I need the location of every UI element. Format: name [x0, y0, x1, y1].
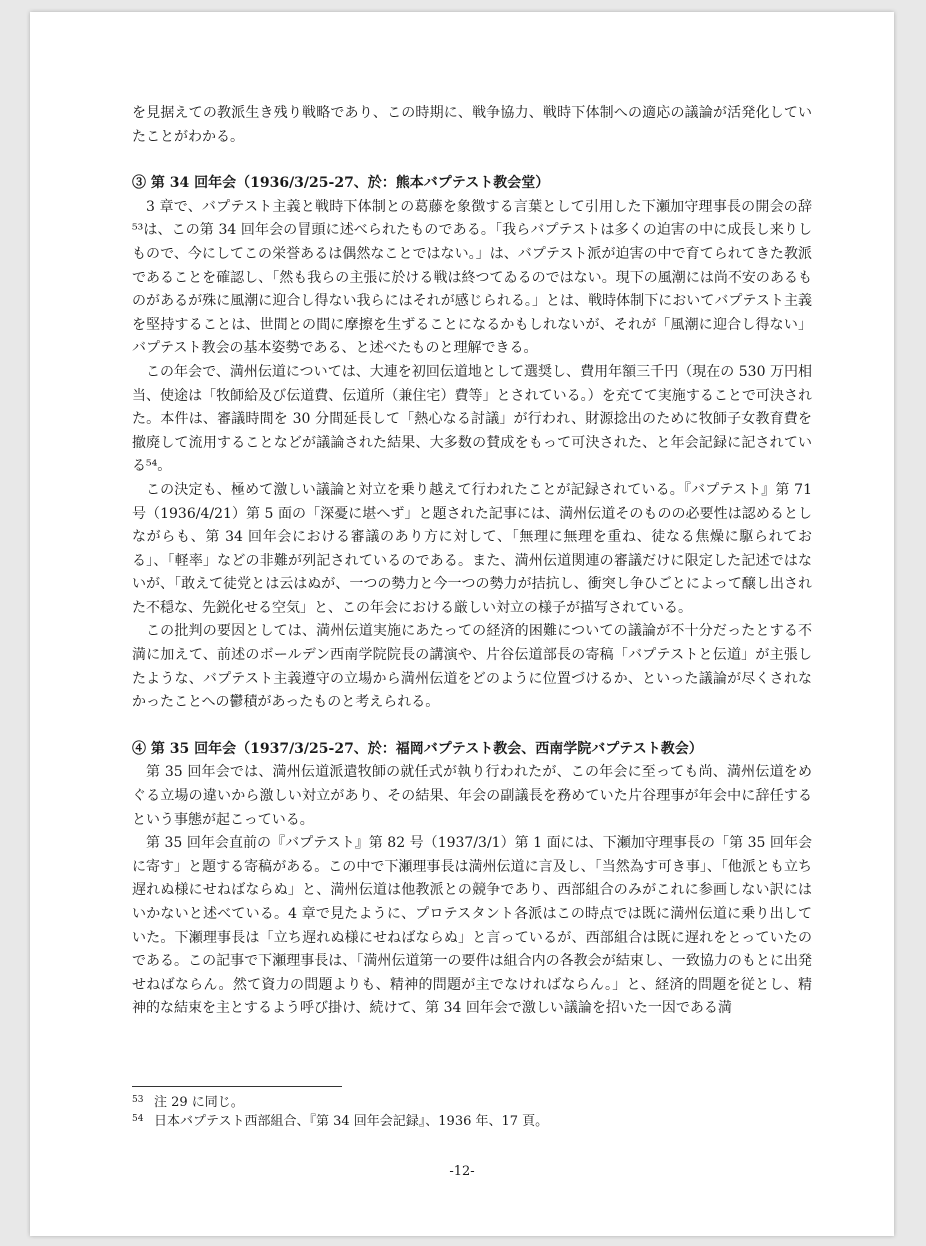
footnote-number: 54: [132, 1114, 144, 1124]
paragraph: 第 35 回年会では、満州伝道派遣牧師の就任式が執り行われたが、この年会に至っても尚、満州伝道をめぐる立場の違いから激しい対立があり、その結果、年会の副議長を務めていた片谷理事が年会中に辞任するという事態が起こっている。: [132, 764, 812, 828]
section-heading: ③ 第 34 回年会（1936/3/25-27、於：熊本バプテスト教会堂）: [132, 175, 550, 192]
footnote-divider: [132, 1086, 342, 1087]
paragraph: 第 35 回年会直前の『バプテスト』第 82 号（1937/3/1）第 1 面には、下瀬加守理事長の「第 35 回年会に寄す」と題する寄稿がある。この中で下瀬理事長は満州伝道に言及し、「当然為す可き事」、「他派とも立ち遅れぬ様にせねばならぬ」と、満州伝道は他教派との競争であり、西部組合のみがこれに参画しない訳にはいかないと述べている。4 章で見たように、プロテスタント各派はこの時点では既に満州伝道に乗り出していた。下瀬理事長は「立ち遅れぬ様にせねばならぬ」と言っているが、西部組合は既に遅れをとっていたのである。この記事で下瀬理事長は、「満州伝道第一の要件は組合内の各教会が結束し、一致協力のもとに出発せねばならん。然て資力の問題よりも、精神的問題が主でなければならん。」と、経済的問題を従とし、精神的な結束を主とするよう呼び掛け、続けて、第 34 回年会で激しい議論を招いた一因である満: [132, 835, 812, 1017]
footnote: [132, 1112, 812, 1131]
body-text: [132, 102, 812, 1021]
paragraph: 3 章で、バプテスト主義と戦時下体制との葛藤を象徴する言葉として引用した下瀬加守理事長の開会の辞⁵³は、この第 34 回年会の冒頭に述べられたものである。「我らバプテストは多くの迫害の中に成長し来りしもので、今にしてこの栄誉あるは偶然なことではない。」は、バプテスト派が迫害の中で育てられてきた教派であることを確認し、「然も我らの主張に於ける戦は終つてゐるのではない。現下の風潮には尚不安のあるものがあるが殊に風潮に迎合し得ない我らにはそれが感じられる。」とは、戦時体制下においてバプテスト主義を堅持することは、世間との間に摩擦を生ずることになるかもしれないが、それが「風潮に迎合し得ない」バプテスト教会の基本姿勢である、と述べたものと理解できる。: [132, 198, 812, 357]
paragraph: この年会で、満州伝道については、大連を初回伝道地として選奨し、費用年額三千円（現在の 530 万円相当、使途は「牧師給及び伝道費、伝道所（兼住宅）費等」とされている。）を充てて実施することで可決された。本件は、審議時間を 30 分間延長して「熱心なる討議」が行われ、財源捻出のために牧師子女教育費を撤廃して流用することなどが議論された結果、大多数の賛成をもって可決された、と年会記録に記されている⁵⁴。: [132, 363, 812, 475]
document-page: [30, 12, 894, 1236]
footnote-number: 53: [132, 1095, 144, 1105]
paragraph: を見据えての教派生き残り戦略であり、この時期に、戦争協力、戦時下体制への適応の議論が活発化していたことがわかる。: [132, 105, 812, 145]
footnote: [132, 1093, 812, 1112]
paragraph: この決定も、極めて激しい議論と対立を乗り越えて行われたことが記録されている。『バプテスト』第 71 号（1936/4/21）第 5 面の「深憂に堪へず」と題された記事には、満州伝道そのものの必要性は認めるとしながらも、第 34 回年会における審議のあり方に対して、「無理に無理を重ね、徒なる焦燥に駆られておる」、「軽率」などの非難が列記されているのである。また、満州伝道関連の審議だけに限定した記述ではないが、「敢えて徒党とは云はぬが、一つの勢力と今一つの勢力が拮抗し、衝突し争ひごとによって醸し出された不穏な、先鋭化せる空気」と、この年会における厳しい対立の様子が描写されている。: [132, 481, 812, 616]
section-heading: ④ 第 35 回年会（1937/3/25-27、於：福岡バプテスト教会、西南学院バプテスト教会）: [132, 740, 703, 757]
paragraph: この批判の要因としては、満州伝道実施にあたっての経済的困難についての議論が不十分だったとする不満に加えて、前述のボールデン西南学院院長の講演や、片谷伝道部長の寄稿「バプテストと伝道」が主張したような、バプテスト主義遵守の立場から満州伝道をどのように位置づけるか、といった議論が尽くされなかったことへの鬱積があったものと考えられる。: [132, 623, 812, 711]
footnote-text: 日本バプテスト西部組合、『第 34 回年会記録』、1936 年、17 頁。: [154, 1114, 549, 1129]
page-number: -12-: [449, 1164, 475, 1179]
footnotes: [132, 1086, 812, 1131]
footnote-text: 注 29 に同じ。: [154, 1095, 244, 1110]
